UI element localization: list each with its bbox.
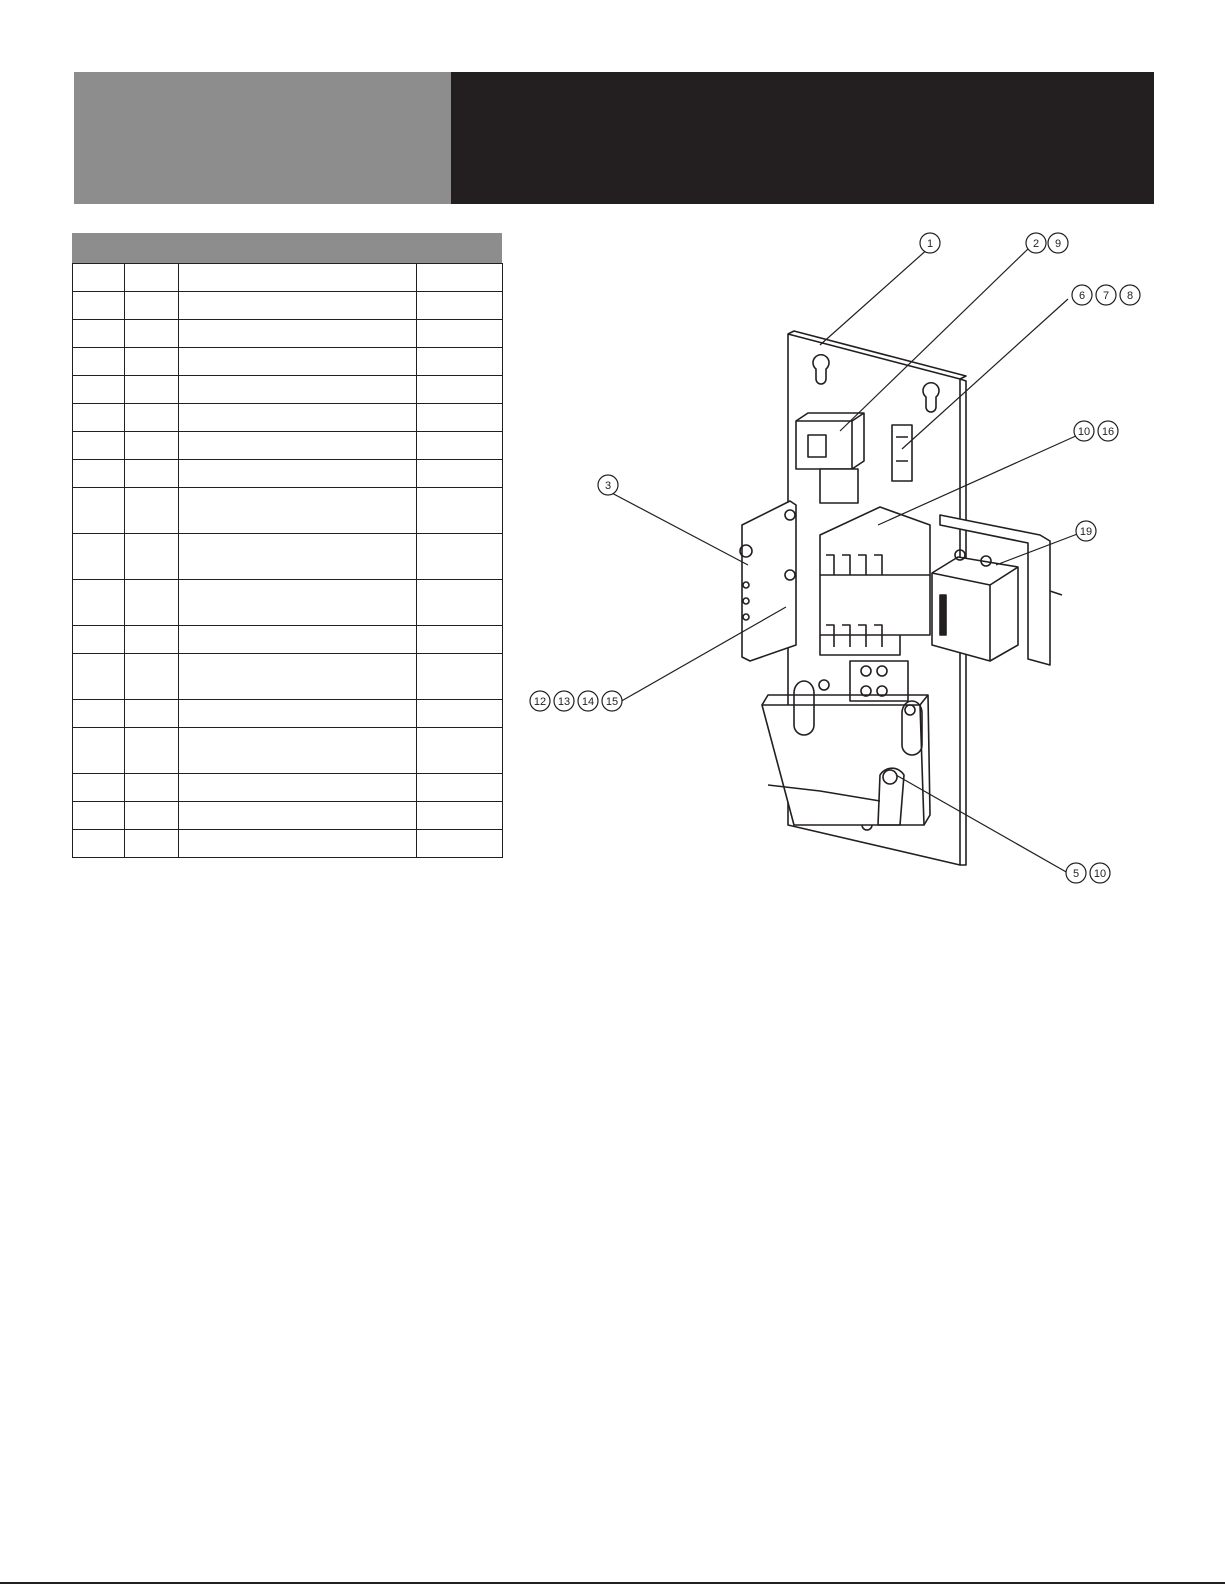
table-cell [125, 580, 179, 626]
table-cell [179, 830, 417, 858]
callout-3-label: 3 [604, 480, 612, 492]
table-cell [125, 376, 179, 404]
table-cell [73, 626, 125, 654]
table-row [73, 376, 503, 404]
table-cell [125, 700, 179, 728]
callout-9-label: 9 [1054, 238, 1062, 250]
table-cell [73, 376, 125, 404]
table-cell [73, 432, 125, 460]
table-row [73, 488, 503, 534]
table-cell [179, 404, 417, 432]
table-cell [125, 534, 179, 580]
callout-15 [602, 691, 622, 711]
callout-7-label: 7 [1102, 290, 1110, 302]
table-cell [179, 580, 417, 626]
callout-12-label: 12 [533, 696, 547, 708]
table-cell [73, 292, 125, 320]
callout-13 [554, 691, 574, 711]
table-cell [73, 404, 125, 432]
callout-1 [920, 233, 940, 253]
table-cell [417, 460, 503, 488]
table-cell [73, 460, 125, 488]
table-cell [125, 488, 179, 534]
header-left-text [74, 72, 451, 104]
callout-8 [1120, 285, 1140, 305]
table-cell [417, 264, 503, 292]
header-gray-block [74, 72, 451, 204]
table-cell [179, 774, 417, 802]
table-cell [125, 348, 179, 376]
table-cell [417, 320, 503, 348]
callout-14-label: 14 [581, 696, 595, 708]
table-cell [125, 460, 179, 488]
table-cell [417, 376, 503, 404]
parts-table [72, 263, 503, 858]
table-row [73, 774, 503, 802]
table-cell [73, 320, 125, 348]
table-row [73, 404, 503, 432]
table-cell [417, 700, 503, 728]
table-cell [125, 264, 179, 292]
header-right-text [451, 72, 1154, 104]
table-row [73, 728, 503, 774]
table-cell [417, 292, 503, 320]
table-row [73, 830, 503, 858]
table-row [73, 626, 503, 654]
callout-8-label: 8 [1126, 290, 1134, 302]
table-row [73, 432, 503, 460]
table-cell [179, 534, 417, 580]
table-cell [179, 292, 417, 320]
table-cell [417, 580, 503, 626]
table-cell [125, 404, 179, 432]
table-cell [179, 488, 417, 534]
table-cell [73, 830, 125, 858]
table-cell [179, 626, 417, 654]
table-cell [417, 728, 503, 774]
table-cell [125, 654, 179, 700]
callout-12 [530, 691, 550, 711]
table-row [73, 534, 503, 580]
table-cell [125, 432, 179, 460]
table-cell [417, 404, 503, 432]
table-cell [417, 432, 503, 460]
table-cell [125, 292, 179, 320]
table-cell [73, 348, 125, 376]
table-cell [417, 626, 503, 654]
callout-13-label: 13 [557, 696, 571, 708]
table-cell [417, 830, 503, 858]
callout-2 [1026, 233, 1046, 253]
callout-1-label: 1 [926, 238, 934, 250]
callout-9 [1048, 233, 1068, 253]
callout-10-bottom-label: 10 [1093, 868, 1107, 880]
callout-16 [1098, 421, 1118, 441]
table-cell [73, 802, 125, 830]
table-cell [73, 534, 125, 580]
table-cell [179, 460, 417, 488]
table-row [73, 700, 503, 728]
callout-6-label: 6 [1078, 290, 1086, 302]
table-cell [417, 534, 503, 580]
table-cell [179, 320, 417, 348]
table-cell [73, 580, 125, 626]
callout-10-bottom [1090, 863, 1110, 883]
table-cell [125, 320, 179, 348]
table-cell [73, 264, 125, 292]
table-cell [179, 728, 417, 774]
table-cell [179, 432, 417, 460]
table-cell [417, 654, 503, 700]
table-row [73, 460, 503, 488]
callout-10-top [1074, 421, 1094, 441]
table-cell [73, 774, 125, 802]
callout-6 [1072, 285, 1092, 305]
assembly-diagram [520, 225, 1160, 905]
table-cell [73, 488, 125, 534]
callout-10-top-label: 10 [1077, 426, 1091, 438]
table-cell [125, 830, 179, 858]
callout-15-label: 15 [605, 696, 619, 708]
table-cell [417, 774, 503, 802]
table-cell [179, 802, 417, 830]
table-cell [73, 700, 125, 728]
table-cell [125, 774, 179, 802]
table-row [73, 320, 503, 348]
table-cell [179, 700, 417, 728]
callout-19 [1076, 521, 1096, 541]
callout-5-label: 5 [1072, 868, 1080, 880]
table-cell [179, 348, 417, 376]
callout-7 [1096, 285, 1116, 305]
table-cell [125, 626, 179, 654]
callout-2-label: 2 [1032, 238, 1040, 250]
table-cell [417, 488, 503, 534]
table-cell [73, 728, 125, 774]
callout-14 [578, 691, 598, 711]
table-row [73, 654, 503, 700]
table-row [73, 802, 503, 830]
table-cell [417, 348, 503, 376]
table-cell [417, 802, 503, 830]
callout-3 [598, 475, 618, 495]
callout-16-label: 16 [1101, 426, 1115, 438]
table-cell [179, 654, 417, 700]
table-row [73, 264, 503, 292]
table-cell [179, 376, 417, 404]
callout-19-label: 19 [1079, 526, 1093, 538]
parts-table-title-bar [72, 233, 502, 263]
table-row [73, 348, 503, 376]
table-cell [125, 802, 179, 830]
callout-5 [1066, 863, 1086, 883]
header-black-block [451, 72, 1154, 204]
table-cell [73, 654, 125, 700]
table-cell [179, 264, 417, 292]
table-cell [125, 728, 179, 774]
footer-rule [0, 1582, 1225, 1584]
table-row [73, 292, 503, 320]
table-row [73, 580, 503, 626]
